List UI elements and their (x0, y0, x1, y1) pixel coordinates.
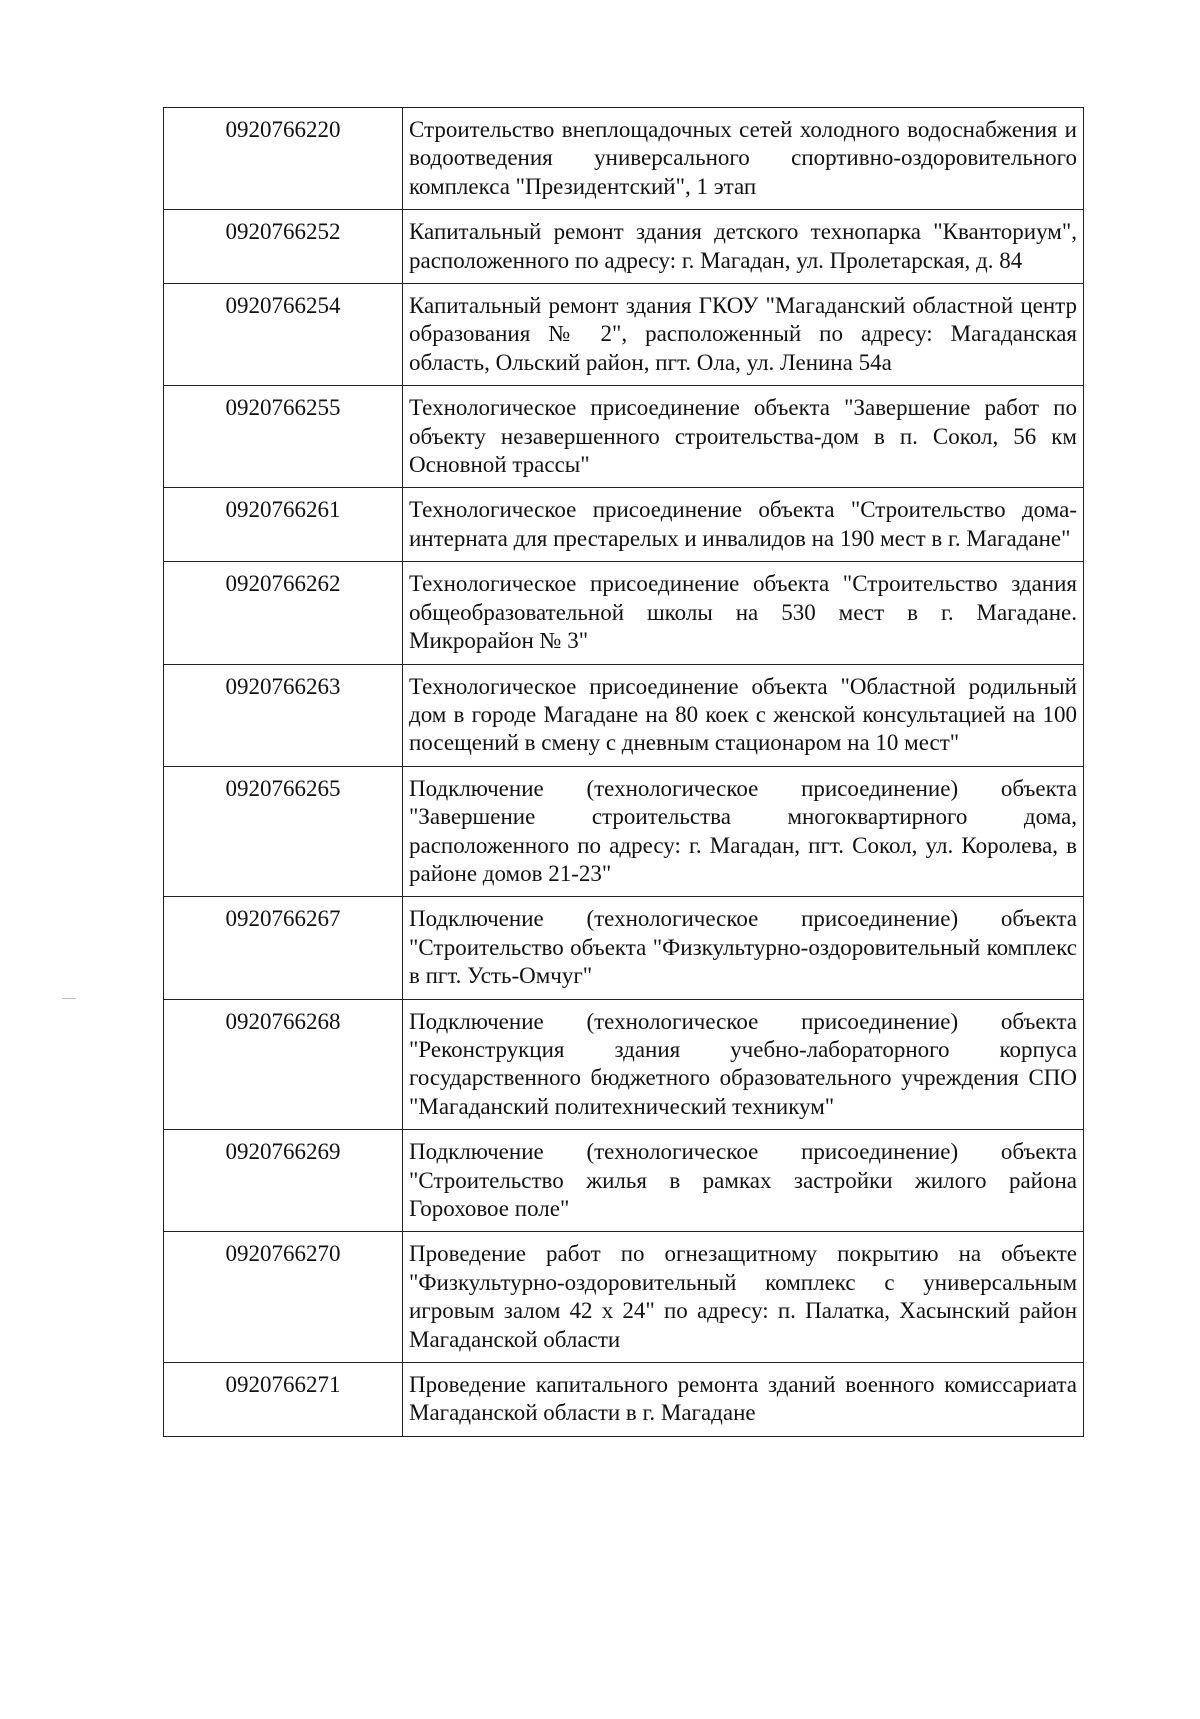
code-cell: 0920766262 (164, 562, 403, 664)
description-cell: Подключение (технологическое присоединение) объекта "Строительство жилья в рамках застройки жилого района Гороховое поле" (403, 1130, 1084, 1232)
code-cell: 0920766220 (164, 108, 403, 210)
table-row (164, 766, 1084, 897)
table-row (164, 562, 1084, 664)
description-cell: Технологическое присоединение объекта "Строительство дома-интерната для престарелых и инвалидов на 190 мест в г. Магадане" (403, 488, 1084, 562)
description-cell: Подключение (технологическое присоединение) объекта "Строительство объекта "Физкультурно-оздоровительный комплекс в пгт. Усть-Омчуг" (403, 897, 1084, 999)
table-row (164, 1130, 1084, 1232)
code-cell: 0920766265 (164, 766, 403, 897)
description-cell: Технологическое присоединение объекта "Областной родильный дом в городе Магадане на 80 коек с женской консультацией на 100 посещений в смену с дневным стационаром на 10 мест" (403, 664, 1084, 766)
code-cell: 0920766267 (164, 897, 403, 999)
table-row (164, 1232, 1084, 1363)
description-cell: Технологическое присоединение объекта "Строительство здания общеобразовательной школы на 530 мест в г. Магадане. Микрорайон № 3" (403, 562, 1084, 664)
description-cell: Строительство внеплощадочных сетей холодного водоснабжения и водоотведения универсального спортивно-оздоровительного комплекса "Президентский", 1 этап (403, 108, 1084, 210)
table-row (164, 210, 1084, 284)
code-cell: 0920766252 (164, 210, 403, 284)
description-cell: Проведение работ по огнезащитному покрытию на объекте "Физкультурно-оздоровительный комплекс с универсальным игровым залом 42 х 24" по адресу: п. Палатка, Хасынский район Магаданской области (403, 1232, 1084, 1363)
code-cell: 0920766261 (164, 488, 403, 562)
code-cell: 0920766263 (164, 664, 403, 766)
description-cell: Технологическое присоединение объекта "Завершение работ по объекту незавершенного строительства-дом в п. Сокол, 56 км Основной трассы" (403, 386, 1084, 488)
table-row (164, 488, 1084, 562)
table-row (164, 386, 1084, 488)
table-row (164, 1363, 1084, 1437)
code-cell: 0920766255 (164, 386, 403, 488)
scan-artifact (62, 998, 76, 999)
code-cell: 0920766271 (164, 1363, 403, 1437)
table-row (164, 664, 1084, 766)
code-cell: 0920766269 (164, 1130, 403, 1232)
description-cell: Подключение (технологическое присоединение) объекта "Реконструкция здания учебно-лабораторного корпуса государственного бюджетного образовательного учреждения СПО "Магаданский политехнический техникум" (403, 999, 1084, 1130)
table-row (164, 999, 1084, 1130)
table-row (164, 108, 1084, 210)
description-cell: Проведение капитального ремонта зданий военного комиссариата Магаданской области в г. Магадане (403, 1363, 1084, 1437)
code-cell: 0920766254 (164, 284, 403, 386)
description-cell: Подключение (технологическое присоединение) объекта "Завершение строительства многоквартирного дома, расположенного по адресу: г. Магадан, пгт. Сокол, ул. Королева, в районе домов 21-23" (403, 766, 1084, 897)
budget-code-table (163, 107, 1084, 1437)
description-cell: Капитальный ремонт здания детского технопарка "Кванториум", расположенного по адресу: г. Магадан, ул. Пролетарская, д. 84 (403, 210, 1084, 284)
code-cell: 0920766270 (164, 1232, 403, 1363)
table-row (164, 897, 1084, 999)
code-cell: 0920766268 (164, 999, 403, 1130)
description-cell: Капитальный ремонт здания ГКОУ "Магаданский областной центр образования № 2", расположенный по адресу: Магаданская область, Ольский район, пгт. Ола, ул. Ленина 54а (403, 284, 1084, 386)
table-row (164, 284, 1084, 386)
